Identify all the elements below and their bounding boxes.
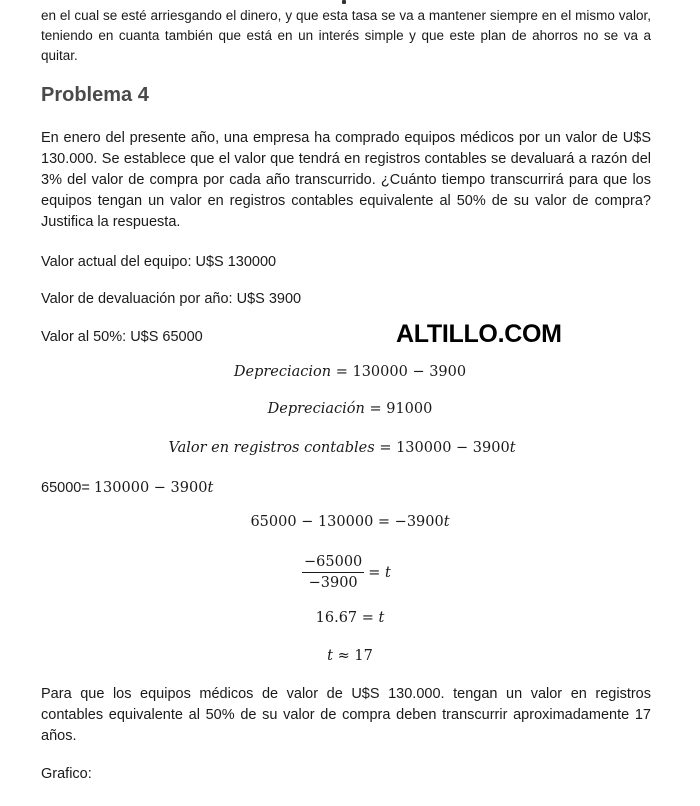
problem-statement: En enero del presente año, una empresa ha comprado equipos médicos por un valor de U$S 130.000. Se establece que el valor que tendrá en registros contables se devaluará a razón del 3% del valor de compra por cada año transcurrido. ¿Cuánto tiempo transcurrirá para que los equipos tengan un valor en registros contables equivalente al 50% de su valor de compra? Justifica la respuesta. (41, 130, 651, 230)
equals-sign: = (368, 564, 381, 581)
fraction (302, 554, 364, 591)
equation-variable: t (327, 648, 333, 664)
annual-devaluation-line: Valor de devaluación por año: U$S 3900 (41, 291, 302, 307)
scan-mark (342, 0, 346, 4)
equation-lhs: Depreciacion (233, 364, 332, 380)
equation-valor-registros (0, 440, 692, 456)
conclusion-paragraph: Para que los equipos médicos de valor de U$S 130.000. tengan un valor en registros contables equivalente al 50% de su valor de compra deben transcurrir aproximadamente 17 años. (41, 686, 651, 744)
fraction-denominator: −3900 (308, 575, 358, 591)
equation-depreciacion-result (0, 401, 700, 417)
equation-lhs: 65000= (41, 480, 90, 496)
equation-lhs: Depreciación (267, 401, 365, 417)
equation-result-decimal (0, 610, 700, 626)
equation-rhs: = 91000 (369, 401, 433, 417)
fraction-numerator: −65000 (302, 554, 364, 573)
equation-body: 16.67 = (315, 610, 374, 626)
equation-depreciacion (0, 364, 700, 380)
equation-variable: t (509, 440, 516, 456)
equation-variable: t (385, 564, 391, 581)
fifty-percent-value-line: Valor al 50%: U$S 65000 (41, 329, 203, 345)
intro-paragraph: en el cual se esté arriesgando el dinero, y que esta tasa se va a mantener siempre en el mismo valor, teniendo en cuanta también que está en un interés simple y que este plan de ahorros no se va a quitar. (41, 8, 651, 63)
equation-lhs: Valor en registros contables (168, 440, 375, 456)
equation-result-approx (0, 648, 700, 664)
equation-rhs (368, 565, 391, 581)
equation-substitution (41, 480, 213, 496)
equation-rhs: = 130000 − 3900 (379, 440, 510, 456)
equation-variable: t (378, 610, 385, 626)
equation-variable: t (443, 514, 450, 530)
equation-rhs: 130000 − 3900 (93, 480, 208, 496)
equation-rhs: = 130000 − 3900 (335, 364, 467, 380)
equation-rearranged (0, 514, 700, 530)
grafico-label: Grafico: (41, 766, 92, 782)
section-heading: Problema 4 (41, 84, 149, 106)
equation-variable: t (207, 480, 214, 496)
watermark: ALTILLO.COM (396, 320, 562, 348)
equation-rhs: ≈ 17 (337, 648, 373, 664)
equation-body: 65000 − 130000 = −3900 (250, 514, 444, 530)
current-value-line: Valor actual del equipo: U$S 130000 (41, 254, 277, 270)
equation-fraction (302, 554, 391, 591)
